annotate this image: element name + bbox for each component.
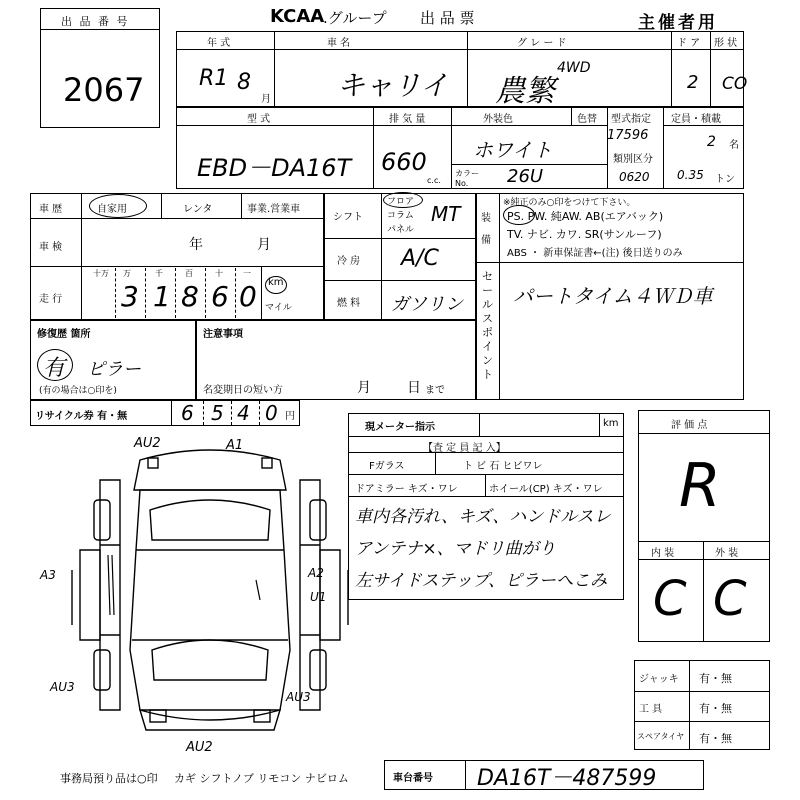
door-label: ド ア xyxy=(677,38,701,49)
mark-rear: AU2 xyxy=(186,740,213,755)
displacement-value: 660 xyxy=(381,148,427,176)
history-option-rental: レンタ xyxy=(183,204,213,215)
vehicle-info-row2 xyxy=(176,107,744,189)
accessory-tools-value: 有・無 xyxy=(699,702,732,715)
capacity-persons: 2 xyxy=(707,134,716,150)
model-label: 型 式 xyxy=(247,114,271,125)
exterior-color-value: ホワイト xyxy=(473,138,553,162)
notes-block xyxy=(196,320,476,400)
fuel-label: 燃 料 xyxy=(337,298,361,309)
mileage-digit-3: 1 xyxy=(153,280,171,313)
digit-label-100: 百 xyxy=(185,269,193,278)
drivetrain-block xyxy=(324,193,476,320)
cc-unit: c.c. xyxy=(427,176,441,185)
shift-value: MT xyxy=(431,202,461,226)
capacity-load-unit: トン xyxy=(715,174,735,185)
exterior-value: C xyxy=(713,571,747,627)
color-number-value: 26U xyxy=(507,166,544,187)
recycle-digit-1: 6 xyxy=(181,401,194,425)
mileage-digit-4: 8 xyxy=(181,280,199,313)
mark-left-side: A3 xyxy=(40,568,56,582)
mark-rear-right: AU3 xyxy=(286,690,311,704)
color-change-label: 色替 xyxy=(577,114,597,125)
mark-right-side-b: U1 xyxy=(310,590,327,604)
recycle-digit-2: 5 xyxy=(211,401,224,425)
meter-note-line-3: 左サイドステップ、ピラーへこみ xyxy=(355,571,607,591)
mileage-label: 走 行 xyxy=(39,294,63,305)
chassis-value: DA16T－487599 xyxy=(477,766,657,791)
ac-label: 冷 房 xyxy=(337,256,361,267)
recycle-digit-3: 4 xyxy=(237,401,250,425)
organizer-label: 主催者用 xyxy=(638,13,718,33)
org-group: .グループ xyxy=(323,9,387,27)
month-value: 8 xyxy=(237,70,251,95)
wheel-label: ホイール(CP) キズ・ワレ xyxy=(489,484,603,495)
fuel-value: ガソリン xyxy=(391,294,463,315)
year-value: R1 xyxy=(199,66,229,91)
category-value: 0620 xyxy=(619,170,650,184)
repair-value: 有 xyxy=(43,356,66,381)
repair-block xyxy=(30,320,196,400)
history-selected-circle xyxy=(89,194,147,218)
accessory-tools-label: 工 具 xyxy=(639,704,663,715)
inspector-label: 【査 定 員 記 入】 xyxy=(423,443,506,454)
exterior-label: 外 装 xyxy=(715,548,739,559)
equipment-line2: TV. ナビ. カワ. SR(サンルーフ) xyxy=(507,228,662,241)
meter-block xyxy=(348,413,624,600)
name-change-day: 日 xyxy=(407,380,421,396)
lot-number-box xyxy=(40,8,160,128)
recycle-unit: 円 xyxy=(285,411,295,422)
repair-note: (有の場合は○印を) xyxy=(39,386,117,396)
shaken-year-unit: 年 xyxy=(189,237,203,253)
month-unit: 月 xyxy=(261,94,271,105)
accessory-jack-label: ジャッキ xyxy=(639,674,679,685)
mileage-digit-2: 3 xyxy=(121,280,139,313)
capacity-load: 0.35 xyxy=(677,168,704,182)
recycle-digit-4: 0 xyxy=(265,401,278,425)
shift-floor-circle xyxy=(383,192,423,208)
name-label: 車 名 xyxy=(327,38,351,49)
chassis-label: 車台番号 xyxy=(393,773,433,784)
windshield-label: Fガラス xyxy=(369,461,405,472)
shaken-label: 車 検 xyxy=(39,242,63,253)
office-note: 事務局預り品は○印 xyxy=(60,772,158,785)
accessory-spare-label: スペアタイヤ xyxy=(637,732,685,741)
office-items: カギ シフトノブ リモコン ナビロム xyxy=(174,772,349,785)
meter-note-line-1: 車内各汚れ、キズ、ハンドルスレ xyxy=(355,507,611,527)
accessories-block xyxy=(634,660,770,750)
ac-value: A/C xyxy=(401,246,439,271)
recycle-label: リサイクル券 有・無 xyxy=(35,411,128,422)
digit-label-10: 十 xyxy=(215,269,223,278)
km-label: km xyxy=(268,277,284,288)
vehicle-info-row1 xyxy=(176,31,748,109)
history-block xyxy=(30,193,324,320)
shape-label: 形 状 xyxy=(714,38,738,49)
lot-number: 2067 xyxy=(63,71,145,109)
history-option-business: 事業.営業車 xyxy=(247,204,301,215)
name-change-until: まで xyxy=(425,385,445,396)
sales-point-value: パートタイム４ＷＤ車 xyxy=(513,284,713,308)
interior-label: 内 装 xyxy=(651,548,675,559)
mileage-digit-6: 0 xyxy=(239,280,257,313)
color-number-label: カラー No. xyxy=(455,169,479,188)
digit-label-100k: 十万 xyxy=(93,269,109,278)
repair-circle xyxy=(37,349,73,381)
year-label: 年 式 xyxy=(207,38,231,49)
mirror-label: ドアミラー キズ・ワレ xyxy=(355,484,458,495)
accessory-jack-value: 有・無 xyxy=(699,672,732,685)
chassis-block xyxy=(384,760,704,790)
mark-rear-left: AU3 xyxy=(50,680,75,694)
meter-label: 現メーター指示 xyxy=(365,422,435,433)
capacity-label: 定員・積載 xyxy=(671,114,721,125)
mark-front-left: AU2 xyxy=(134,436,161,451)
equipment-note: ※純正のみ○印をつけて下さい。 xyxy=(503,198,636,208)
name-change-label: 名変期日の短い方 xyxy=(203,385,283,396)
car-name-value: キャリイ xyxy=(337,69,449,102)
digit-label-10k: 万 xyxy=(123,269,131,278)
equipment-line3: ABS ・ 新車保証書←(注) 後日送りのみ xyxy=(507,248,683,259)
shift-position-panel: パネル xyxy=(387,225,415,235)
shift-position-column: コラム xyxy=(387,211,414,221)
windshield-options: ト ビ 石 ヒビワレ xyxy=(463,461,543,472)
grade-note: 4WD xyxy=(557,60,591,76)
repair-detail: ピラー xyxy=(87,359,141,380)
sheet-title: 出 品 票 xyxy=(420,9,475,27)
digit-label-1k: 千 xyxy=(155,269,163,278)
score-label: 評 価 点 xyxy=(671,420,708,431)
score-value: R xyxy=(679,451,721,521)
notes-label: 注意事項 xyxy=(203,329,243,340)
type-designation-label: 型式指定 xyxy=(611,114,651,125)
capacity-persons-unit: 名 xyxy=(729,140,739,151)
history-label: 車 歴 xyxy=(39,204,63,215)
score-block xyxy=(638,410,770,642)
accessory-spare-value: 有・無 xyxy=(699,732,732,745)
displacement-label: 排 気 量 xyxy=(389,114,426,125)
model-value: EBD－DA16T xyxy=(197,154,352,182)
org-logo: KCAA xyxy=(270,6,325,27)
mile-label: マイル xyxy=(265,303,292,313)
interior-value: C xyxy=(653,571,687,627)
equipment-label: 装備 xyxy=(481,213,491,246)
type-designation-value: 17596 xyxy=(607,128,649,143)
door-value: 2 xyxy=(687,72,699,93)
shape-value: CO xyxy=(722,74,748,94)
mark-front-right: A1 xyxy=(226,438,244,453)
ps-circle xyxy=(503,205,535,225)
sales-point-label: セールスポイント xyxy=(482,270,493,381)
mark-right-side: A2 xyxy=(308,566,324,580)
shift-label: シフト xyxy=(333,212,363,223)
lot-number-label: 出 品 番 号 xyxy=(61,15,130,28)
meter-unit: km xyxy=(603,418,619,429)
equipment-block xyxy=(476,193,744,400)
shift-position-floor: フロア xyxy=(387,197,415,207)
meter-note-line-2: アンテナ×、マドリ曲がり xyxy=(355,539,556,559)
category-label: 類別区分 xyxy=(613,154,653,165)
exterior-color-label: 外装色 xyxy=(483,114,513,125)
mileage-digit-5: 6 xyxy=(211,280,229,313)
recycle-block xyxy=(30,400,300,426)
digit-label-1: 一 xyxy=(243,269,251,278)
grade-label: グ レ ー ド xyxy=(517,38,567,49)
equipment-line1: PS. PW. 純AW. AB(エアバック) xyxy=(507,210,664,223)
name-change-month: 月 xyxy=(357,380,371,396)
repair-label: 修復歴 箇所 xyxy=(37,329,91,340)
grade-value: 農繁 xyxy=(495,74,555,109)
shaken-month-unit: 月 xyxy=(257,237,271,253)
history-option-private: 自家用 xyxy=(97,204,127,215)
